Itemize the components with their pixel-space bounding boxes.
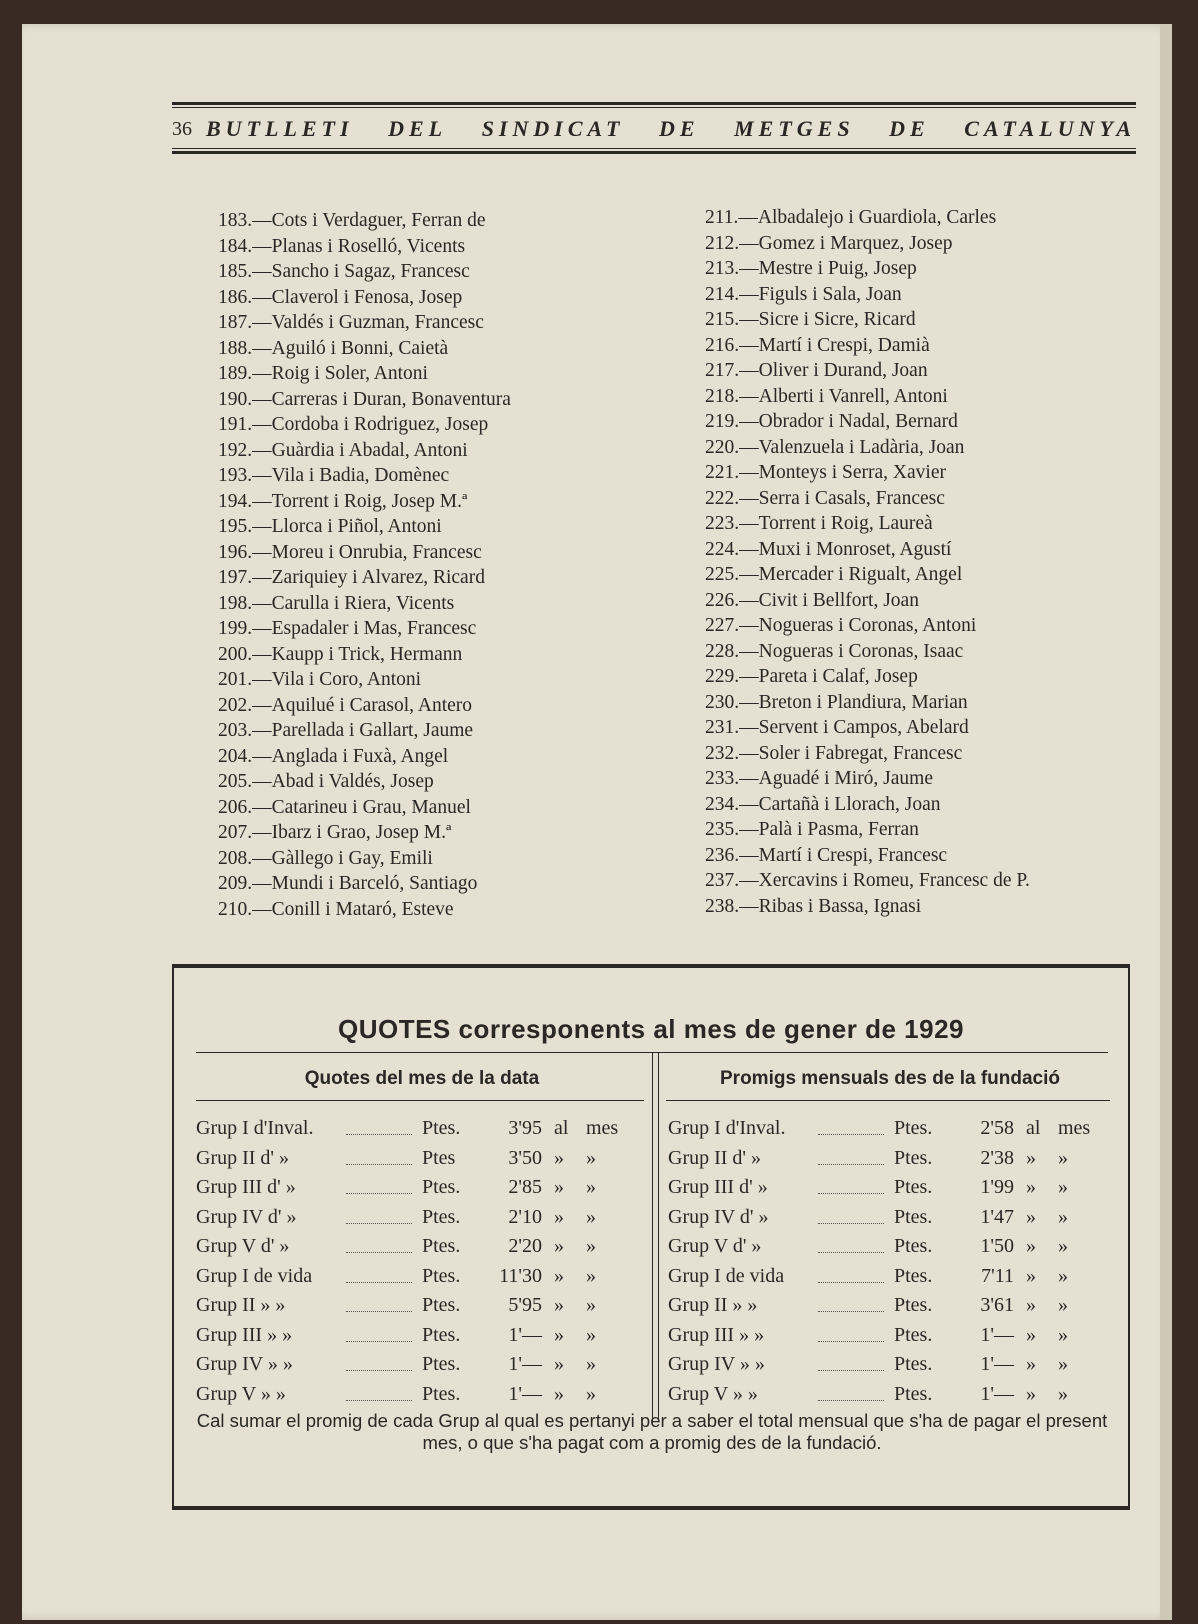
period-word: »	[554, 1146, 564, 1169]
member-entry: 199.—Espadaler i Mas, Francesc	[218, 618, 477, 639]
leader-dots	[346, 1299, 412, 1312]
quote-row	[668, 1262, 1108, 1292]
member-entry: 191.—Cordoba i Rodriguez, Josep	[218, 414, 489, 435]
period-word: »	[554, 1235, 564, 1258]
quote-row	[196, 1321, 646, 1351]
member-entry: 221.—Monteys i Serra, Xavier	[705, 462, 946, 483]
leader-dots	[346, 1388, 412, 1401]
quote-row	[668, 1232, 1108, 1262]
currency-label: Ptes.	[894, 1117, 933, 1140]
group-label: Grup I d'Inval.	[196, 1117, 314, 1140]
period-word: »	[1026, 1235, 1036, 1258]
currency-label: Ptes.	[894, 1294, 933, 1317]
period-word: »	[1026, 1323, 1036, 1346]
period-word: »	[1026, 1294, 1036, 1317]
period-word: »	[1058, 1264, 1068, 1287]
left-heading-rule	[196, 1100, 644, 1101]
period-word: »	[1026, 1382, 1036, 1405]
period-word: al	[554, 1117, 569, 1140]
period-word: mes	[586, 1117, 619, 1140]
quote-amount: 1'47	[980, 1205, 1014, 1228]
member-entry: 218.—Alberti i Vanrell, Antoni	[705, 385, 948, 407]
group-label: Grup II » »	[668, 1294, 758, 1317]
period-word: »	[586, 1353, 596, 1376]
currency-label: Ptes.	[422, 1264, 461, 1287]
quotes-table-left	[196, 1114, 646, 1409]
member-entry: 193.—Vila i Badia, Domènec	[218, 465, 450, 486]
member-entry: 216.—Martí i Crespi, Damià	[705, 334, 930, 356]
member-entry: 198.—Carulla i Riera, Vicents	[218, 592, 455, 614]
member-entry: 212.—Gomez i Marquez, Josep	[705, 232, 953, 254]
period-word: »	[1058, 1176, 1068, 1199]
quote-row	[196, 1350, 646, 1380]
quote-amount: 2'10	[508, 1205, 542, 1228]
member-entry: 194.—Torrent i Roig, Josep M.ª	[218, 490, 468, 512]
group-label: Grup IV » »	[196, 1353, 293, 1376]
journal-title	[206, 116, 1136, 142]
currency-label: Ptes.	[422, 1294, 461, 1317]
period-word: »	[1058, 1146, 1068, 1169]
period-word: »	[554, 1176, 564, 1199]
member-entry: 207.—Ibarz i Grao, Josep M.ª	[218, 822, 452, 843]
leader-dots	[818, 1270, 884, 1283]
period-word: mes	[1058, 1117, 1091, 1140]
member-entry: 234.—Cartañà i Llorach, Joan	[705, 793, 941, 815]
quote-row	[196, 1232, 646, 1262]
member-entry: 183.—Cots i Verdaguer, Ferran de	[218, 210, 486, 231]
quote-amount: 3'61	[980, 1294, 1014, 1317]
leader-dots	[346, 1358, 412, 1371]
currency-label: Ptes.	[894, 1176, 933, 1199]
period-word: »	[1026, 1146, 1036, 1169]
journal-word: SINDICAT	[481, 116, 625, 141]
period-word: »	[1058, 1353, 1068, 1376]
member-entry: 214.—Figuls i Sala, Joan	[705, 283, 902, 305]
quote-row	[196, 1114, 646, 1144]
currency-label: Ptes.	[894, 1382, 933, 1405]
leader-dots	[818, 1122, 884, 1135]
quote-row	[668, 1144, 1108, 1174]
member-entry: 220.—Valenzuela i Ladària, Joan	[705, 436, 965, 458]
column-divider	[652, 1052, 653, 1422]
leader-dots	[346, 1240, 412, 1253]
leader-dots	[818, 1329, 884, 1342]
currency-label: Ptes.	[422, 1176, 461, 1199]
quote-amount: 11'30	[499, 1264, 542, 1287]
leader-dots	[346, 1211, 412, 1224]
quote-row	[196, 1144, 646, 1174]
leader-dots	[346, 1181, 412, 1194]
quote-amount: 2'85	[508, 1176, 542, 1199]
quote-row	[668, 1203, 1108, 1233]
period-word: »	[586, 1205, 596, 1228]
quote-amount: 1'—	[508, 1353, 542, 1376]
group-label: Grup I de vida	[668, 1264, 785, 1287]
quote-amount: 2'38	[980, 1146, 1014, 1169]
member-entry: 213.—Mestre i Puig, Josep	[705, 258, 917, 279]
period-word: al	[1026, 1117, 1041, 1140]
journal-word: DE	[889, 116, 930, 141]
member-entry: 219.—Obrador i Nadal, Bernard	[705, 411, 958, 432]
leader-dots	[818, 1152, 884, 1165]
period-word: »	[554, 1323, 564, 1346]
journal-word: DEL	[388, 116, 448, 141]
currency-label: Ptes.	[422, 1382, 461, 1405]
journal-word: CATALUNYA	[964, 116, 1136, 141]
quote-amount: 1'—	[980, 1382, 1014, 1405]
leader-dots	[818, 1211, 884, 1224]
period-word: »	[586, 1294, 596, 1317]
member-entry: 224.—Muxi i Monroset, Agustí	[705, 538, 952, 560]
member-entry: 184.—Planas i Roselló, Vicents	[218, 235, 466, 257]
quote-row	[196, 1173, 646, 1203]
member-entry: 228.—Nogueras i Coronas, Isaac	[705, 640, 964, 662]
quote-amount: 1'—	[980, 1353, 1014, 1376]
column-divider	[658, 1052, 659, 1422]
currency-label: Ptes.	[894, 1323, 933, 1346]
header-row	[172, 114, 1136, 144]
member-entry: 190.—Carreras i Duran, Bonaventura	[218, 388, 511, 410]
period-word: »	[554, 1264, 564, 1287]
quote-row	[668, 1380, 1108, 1410]
member-entry: 200.—Kaupp i Trick, Hermann	[218, 643, 463, 665]
quote-amount: 1'—	[508, 1323, 542, 1346]
quote-row	[668, 1321, 1108, 1351]
header-rule	[172, 148, 1136, 149]
member-entry: 235.—Palà i Pasma, Ferran	[705, 819, 919, 840]
quote-row	[668, 1114, 1108, 1144]
member-list-right	[705, 205, 1030, 919]
quotes-footnote: Cal sumar el promig de cada Grup al qual es pertanyi per a saber el total mensual que s'ha de pagar el present mes, o que s'ha pagat com a promig des de la fundació.	[196, 1410, 1108, 1453]
period-word: »	[554, 1382, 564, 1405]
member-list-left	[218, 208, 511, 922]
member-entry: 197.—Zariquiey i Alvarez, Ricard	[218, 567, 485, 588]
currency-label: Ptes.	[422, 1353, 461, 1376]
member-entry: 231.—Servent i Campos, Abelard	[705, 717, 969, 738]
member-entry: 185.—Sancho i Sagaz, Francesc	[218, 261, 470, 282]
group-label: Grup II d' »	[196, 1146, 290, 1169]
group-label: Grup I d'Inval.	[668, 1117, 786, 1140]
member-entry: 237.—Xercavins i Romeu, Francesc de P.	[705, 870, 1030, 891]
member-entry: 230.—Breton i Plandiura, Marian	[705, 691, 968, 713]
group-label: Grup V d' »	[668, 1235, 762, 1258]
leader-dots	[818, 1388, 884, 1401]
currency-label: Ptes	[422, 1146, 456, 1169]
quotes-box	[172, 964, 1130, 1510]
period-word: »	[1026, 1353, 1036, 1376]
member-entry: 192.—Guàrdia i Abadal, Antoni	[218, 439, 468, 461]
member-entry: 222.—Serra i Casals, Francesc	[705, 487, 945, 509]
member-entry: 236.—Martí i Crespi, Francesc	[705, 844, 948, 866]
document-page	[22, 24, 1172, 1620]
right-column-heading: Promigs mensuals des de la fundació	[720, 1068, 1060, 1089]
period-word: »	[586, 1176, 596, 1199]
period-word: »	[586, 1382, 596, 1405]
group-label: Grup IV d' »	[668, 1205, 769, 1228]
period-word: »	[1026, 1205, 1036, 1228]
leader-dots	[346, 1270, 412, 1283]
member-entry: 187.—Valdés i Guzman, Francesc	[218, 312, 484, 333]
header-rule	[172, 102, 1136, 105]
quote-amount: 5'95	[508, 1294, 542, 1317]
member-entry: 215.—Sicre i Sicre, Ricard	[705, 309, 916, 330]
member-entry: 210.—Conill i Mataró, Esteve	[218, 898, 454, 920]
member-entry: 206.—Catarineu i Grau, Manuel	[218, 796, 471, 818]
period-word: »	[1058, 1205, 1068, 1228]
member-entry: 223.—Torrent i Roig, Laureà	[705, 513, 933, 534]
quote-amount: 1'—	[508, 1382, 542, 1405]
period-word: »	[586, 1235, 596, 1258]
quote-row	[196, 1291, 646, 1321]
currency-label: Ptes.	[894, 1353, 933, 1376]
quote-amount: 7'11	[981, 1264, 1014, 1287]
member-entry: 211.—Albadalejo i Guardiola, Carles	[705, 207, 997, 228]
currency-label: Ptes.	[894, 1205, 933, 1228]
period-word: »	[554, 1353, 564, 1376]
group-label: Grup IV d' »	[196, 1205, 297, 1228]
period-word: »	[1058, 1382, 1068, 1405]
currency-label: Ptes.	[422, 1117, 461, 1140]
period-word: »	[554, 1205, 564, 1228]
member-entry: 238.—Ribas i Bassa, Ignasi	[705, 895, 922, 917]
quote-amount: 1'99	[980, 1176, 1014, 1199]
member-entry: 188.—Aguiló i Bonni, Caietà	[218, 337, 449, 359]
quotes-title: QUOTES corresponents al mes de gener de 1929	[337, 1014, 964, 1044]
group-label: Grup II » »	[196, 1294, 286, 1317]
leader-dots	[818, 1240, 884, 1253]
currency-label: Ptes.	[422, 1205, 461, 1228]
member-entry: 227.—Nogueras i Coronas, Antoni	[705, 615, 977, 636]
member-entry: 205.—Abad i Valdés, Josep	[218, 771, 434, 792]
quote-row	[196, 1380, 646, 1410]
header-rule	[172, 151, 1136, 154]
journal-word: METGES	[734, 116, 855, 141]
member-entry: 232.—Soler i Fabregat, Francesc	[705, 742, 963, 764]
journal-word: BUTLLETI	[206, 116, 354, 141]
journal-word: DE	[658, 116, 700, 141]
quote-amount: 1'—	[980, 1323, 1014, 1346]
quote-row	[196, 1203, 646, 1233]
period-word: »	[586, 1146, 596, 1169]
member-entry: 208.—Gàllego i Gay, Emili	[218, 847, 433, 869]
period-word: »	[586, 1323, 596, 1346]
group-label: Grup II d' »	[668, 1146, 762, 1169]
group-label: Grup V » »	[196, 1382, 286, 1405]
leader-dots	[818, 1358, 884, 1371]
currency-label: Ptes.	[894, 1264, 933, 1287]
period-word: »	[554, 1294, 564, 1317]
member-entry: 203.—Parellada i Gallart, Jaume	[218, 720, 474, 741]
period-word: »	[1058, 1294, 1068, 1317]
currency-label: Ptes.	[422, 1235, 461, 1258]
member-entry: 217.—Oliver i Durand, Joan	[705, 360, 928, 381]
left-column-heading: Quotes del mes de la data	[304, 1068, 540, 1089]
quotes-table-right	[668, 1114, 1108, 1409]
member-entry: 196.—Moreu i Onrubia, Francesc	[218, 541, 482, 563]
period-word: »	[1026, 1264, 1036, 1287]
member-entry: 225.—Mercader i Rigualt, Angel	[705, 564, 963, 585]
member-entry: 201.—Vila i Coro, Antoni	[218, 669, 422, 690]
quote-amount: 2'58	[980, 1117, 1014, 1140]
leader-dots	[818, 1181, 884, 1194]
currency-label: Ptes.	[894, 1146, 933, 1169]
period-word: »	[1058, 1323, 1068, 1346]
page-edge	[1160, 24, 1172, 1620]
quote-amount: 1'50	[980, 1235, 1014, 1258]
period-word: »	[1058, 1235, 1068, 1258]
quote-row	[668, 1173, 1108, 1203]
page-header	[172, 102, 1136, 160]
page-number: 36	[172, 117, 192, 140]
header-rule	[172, 107, 1136, 108]
member-entry: 195.—Llorca i Piñol, Antoni	[218, 516, 442, 537]
leader-dots	[818, 1299, 884, 1312]
group-label: Grup III d' »	[668, 1176, 768, 1199]
leader-dots	[346, 1122, 412, 1135]
member-entry: 202.—Aquilué i Carasol, Antero	[218, 694, 473, 716]
quote-row	[196, 1262, 646, 1292]
right-heading-rule	[666, 1100, 1110, 1101]
group-label: Grup V » »	[668, 1382, 758, 1405]
quote-amount: 3'50	[508, 1146, 542, 1169]
member-entry: 233.—Aguadé i Miró, Jaume	[705, 768, 934, 789]
member-entry: 229.—Pareta i Calaf, Josep	[705, 666, 918, 687]
member-entry: 186.—Claverol i Fenosa, Josep	[218, 286, 463, 308]
group-label: Grup IV » »	[668, 1353, 765, 1376]
member-entry: 189.—Roig i Soler, Antoni	[218, 363, 428, 384]
leader-dots	[346, 1329, 412, 1342]
quote-row	[668, 1291, 1108, 1321]
quote-amount: 2'20	[508, 1235, 542, 1258]
member-entry: 226.—Civit i Bellfort, Joan	[705, 589, 919, 611]
quote-row	[668, 1350, 1108, 1380]
member-entry: 209.—Mundi i Barceló, Santiago	[218, 873, 478, 894]
group-label: Grup III d' »	[196, 1176, 296, 1199]
group-label: Grup III » »	[196, 1323, 293, 1346]
group-label: Grup V d' »	[196, 1235, 290, 1258]
group-label: Grup III » »	[668, 1323, 765, 1346]
currency-label: Ptes.	[422, 1323, 461, 1346]
period-word: »	[1026, 1176, 1036, 1199]
currency-label: Ptes.	[894, 1235, 933, 1258]
member-entry: 204.—Anglada i Fuxà, Angel	[218, 745, 449, 767]
group-label: Grup I de vida	[196, 1264, 313, 1287]
leader-dots	[346, 1152, 412, 1165]
period-word: »	[586, 1264, 596, 1287]
quote-amount: 3'95	[508, 1117, 542, 1140]
